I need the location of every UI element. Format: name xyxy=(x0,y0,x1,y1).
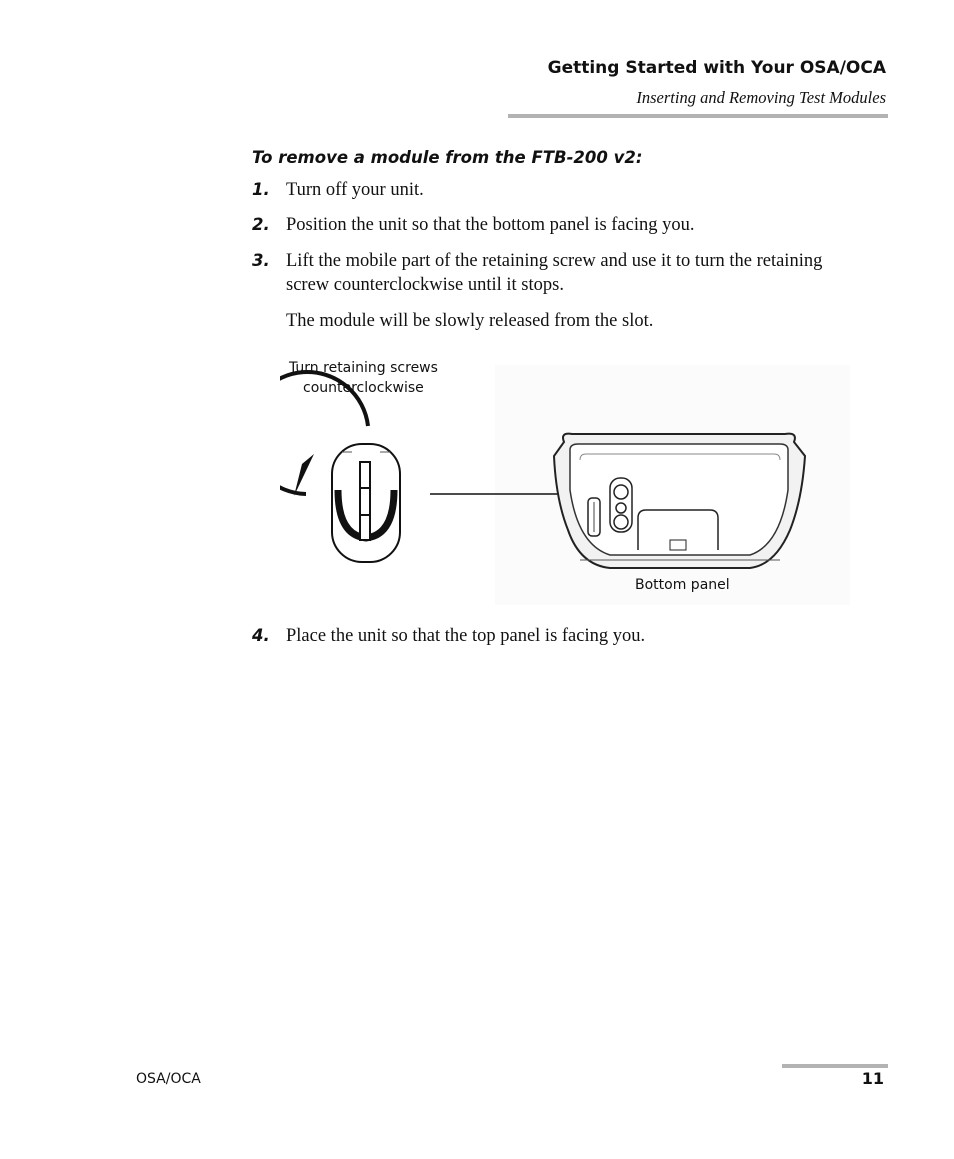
retaining-screw-zoom xyxy=(280,372,400,562)
step-number-2: 2. xyxy=(252,215,270,234)
step-number-4: 4. xyxy=(252,626,270,645)
running-header-title: Getting Started with Your OSA/OCA xyxy=(547,58,886,78)
step-text-4: Place the unit so that the top panel is facing you. xyxy=(286,626,646,646)
procedure-title: To remove a module from the FTB-200 v2: xyxy=(252,148,643,167)
header-rule xyxy=(508,114,888,118)
bottom-panel-figure xyxy=(280,360,860,610)
page-number: 11 xyxy=(861,1069,884,1088)
footer-product-name: OSA/OCA xyxy=(136,1071,201,1087)
footer-rule xyxy=(782,1064,888,1068)
step-text-3: Lift the mobile part of the retaining screw and use it to turn the retaining screw counterclockwise until it stops. xyxy=(286,251,823,295)
unit-bottom-panel-drawing xyxy=(554,434,805,568)
step-number-1: 1. xyxy=(252,180,270,199)
running-header-subtitle: Inserting and Removing Test Modules xyxy=(636,88,886,107)
figure-callout-line2: counterclockwise xyxy=(303,380,424,396)
step-text-2: Position the unit so that the bottom panel is facing you. xyxy=(286,215,695,235)
figure-callout-line1: Turn retaining screws xyxy=(289,360,438,376)
step-number-3: 3. xyxy=(252,251,270,270)
step-text-1: Turn off your unit. xyxy=(286,180,424,200)
counterclockwise-arrowhead xyxy=(294,454,314,496)
step-note: The module will be slowly released from the slot. xyxy=(286,311,654,331)
figure-caption-bottom-panel: Bottom panel xyxy=(635,577,730,593)
